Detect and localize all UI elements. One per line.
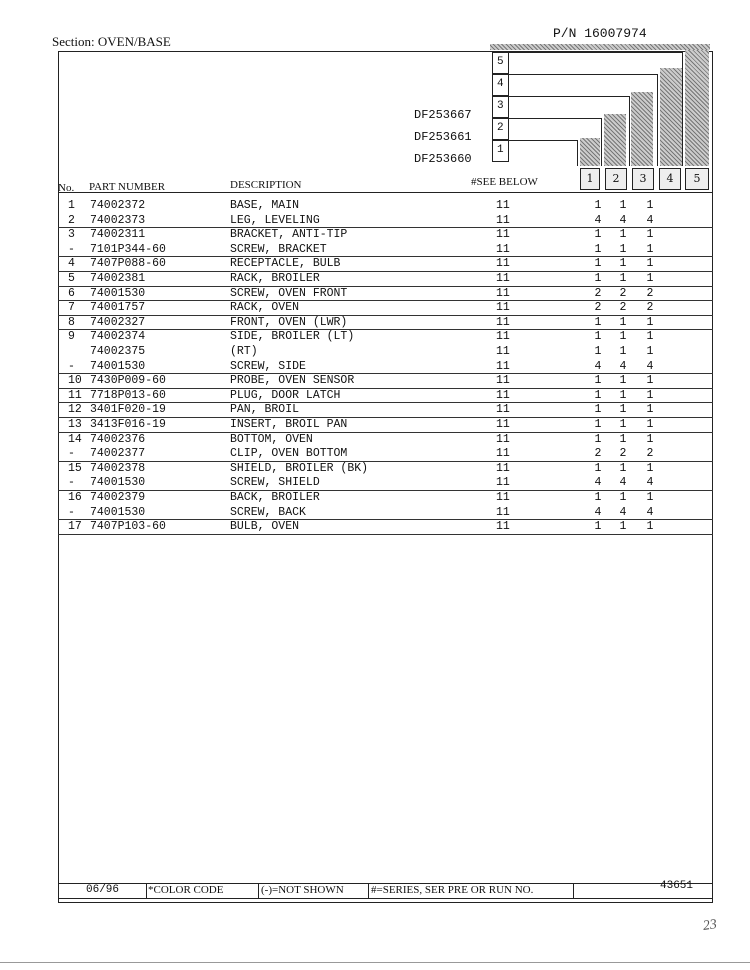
row-number: 8	[68, 315, 75, 329]
col-header-see-below: #SEE BELOW	[471, 176, 538, 188]
row-description: INSERT, BROIL PAN	[230, 418, 348, 431]
row-qty-model-3: 4	[646, 359, 654, 373]
row-description: PROBE, OVEN SENSOR	[230, 374, 355, 388]
row-qty-model-1: 1	[594, 199, 602, 212]
row-qty-model-2: 2	[619, 301, 627, 315]
table-row	[60, 491, 712, 506]
col-header-model-4: 4	[659, 168, 681, 190]
row-qty-model-3: 1	[646, 345, 654, 358]
row-number: 14	[68, 432, 82, 446]
row-see-below: 11	[496, 345, 510, 358]
row-part-number: 3413F016-19	[90, 418, 166, 431]
table-row	[60, 506, 712, 521]
row-description: BOTTOM, OVEN	[230, 432, 313, 446]
row-part-number: 7407P103-60	[90, 520, 166, 534]
row-see-below: 11	[496, 257, 510, 271]
row-qty-model-1: 1	[594, 315, 602, 329]
table-row	[60, 476, 712, 491]
row-description: (RT)	[230, 345, 258, 358]
row-qty-model-2: 1	[619, 491, 627, 504]
table-row	[60, 433, 712, 448]
shade-top	[490, 44, 710, 50]
row-qty-model-1: 1	[594, 345, 602, 358]
model-box-4: 4	[492, 74, 509, 96]
row-qty-model-3: 2	[646, 447, 654, 461]
row-qty-model-3: 1	[646, 330, 654, 344]
row-qty-model-3: 1	[646, 491, 654, 504]
col-header-no: No.	[58, 182, 75, 194]
col-header-model-2: 2	[605, 168, 627, 190]
row-part-number: 74002378	[90, 461, 146, 475]
model-box-5: 5	[492, 52, 509, 74]
row-number: 11	[68, 388, 82, 402]
row-qty-model-2: 1	[619, 403, 627, 417]
row-qty-model-2: 4	[619, 476, 627, 490]
row-qty-model-3: 2	[646, 301, 654, 315]
row-qty-model-3: 1	[646, 520, 654, 534]
row-qty-model-2: 1	[619, 257, 627, 271]
row-part-number: 74002373	[90, 213, 146, 227]
row-description: BRACKET, ANTI-TIP	[230, 228, 348, 242]
footer-series: #=SERIES, SER PRE OR RUN NO.	[371, 884, 534, 896]
table-row	[60, 228, 712, 243]
row-qty-model-1: 2	[594, 286, 602, 300]
footer-divider	[368, 884, 369, 898]
row-see-below: 11	[496, 242, 510, 256]
row-part-number: 74001530	[90, 505, 146, 519]
row-see-below: 11	[496, 374, 510, 388]
row-part-number: 74002372	[90, 199, 146, 212]
row-qty-model-1: 1	[594, 272, 602, 285]
bottom-rule	[0, 962, 750, 963]
row-qty-model-2: 1	[619, 242, 627, 256]
row-see-below: 11	[496, 491, 510, 504]
col-header-model-3: 3	[632, 168, 654, 190]
row-description: RACK, BROILER	[230, 272, 320, 285]
row-qty-model-2: 1	[619, 315, 627, 329]
row-qty-model-2: 1	[619, 388, 627, 402]
row-qty-model-1: 1	[594, 491, 602, 504]
row-qty-model-3: 1	[646, 272, 654, 285]
row-see-below: 11	[496, 432, 510, 446]
row-qty-model-2: 1	[619, 345, 627, 358]
row-description: PLUG, DOOR LATCH	[230, 388, 341, 402]
row-description: PAN, BROIL	[230, 403, 300, 417]
col-header-model-5: 5	[685, 168, 709, 190]
row-qty-model-3: 1	[646, 374, 654, 388]
row-see-below: 11	[496, 418, 510, 431]
table-row	[60, 316, 712, 331]
row-qty-model-2: 1	[619, 272, 627, 285]
page-number: 23	[701, 917, 718, 934]
row-qty-model-2: 4	[619, 359, 627, 373]
footer-divider	[146, 884, 147, 898]
row-number: 15	[68, 461, 82, 475]
row-number: 13	[68, 418, 82, 431]
row-part-number: 7407P088-60	[90, 257, 166, 271]
row-description: LEG, LEVELING	[230, 213, 320, 227]
row-part-number: 3401F020-19	[90, 403, 166, 417]
row-qty-model-2: 1	[619, 228, 627, 242]
row-description: BULB, OVEN	[230, 520, 300, 534]
row-qty-model-3: 1	[646, 403, 654, 417]
row-qty-model-1: 1	[594, 388, 602, 402]
row-qty-model-2: 4	[619, 505, 627, 519]
row-description: FRONT, OVEN (LWR)	[230, 315, 348, 329]
footer-color-code: *COLOR CODE	[148, 884, 224, 896]
row-qty-model-1: 4	[594, 359, 602, 373]
row-see-below: 11	[496, 286, 510, 300]
row-see-below: 11	[496, 461, 510, 475]
row-qty-model-1: 1	[594, 257, 602, 271]
row-see-below: 11	[496, 359, 510, 373]
table-row	[60, 345, 712, 360]
row-qty-model-2: 1	[619, 520, 627, 534]
row-qty-model-2: 1	[619, 461, 627, 475]
row-see-below: 11	[496, 476, 510, 490]
row-number: 6	[68, 286, 75, 300]
row-qty-model-1: 1	[594, 242, 602, 256]
table-row	[60, 520, 712, 535]
row-qty-model-3: 1	[646, 228, 654, 242]
row-qty-model-3: 1	[646, 315, 654, 329]
row-qty-model-1: 2	[594, 301, 602, 315]
table-row	[60, 199, 712, 214]
row-description: SCREW, BACK	[230, 505, 306, 519]
model-name-3: DF253660	[414, 152, 472, 166]
row-number: 1	[68, 199, 75, 212]
row-part-number: 74002375	[90, 345, 146, 358]
model-box-2: 2	[492, 118, 509, 140]
row-qty-model-1: 1	[594, 374, 602, 388]
row-qty-model-2: 4	[619, 213, 627, 227]
row-see-below: 11	[496, 520, 510, 534]
row-qty-model-2: 1	[619, 432, 627, 446]
section-title: Section: OVEN/BASE	[52, 34, 171, 49]
table-row	[60, 389, 712, 404]
row-see-below: 11	[496, 403, 510, 417]
row-part-number: 7101P344-60	[90, 242, 166, 256]
row-description: SCREW, BRACKET	[230, 242, 327, 256]
row-part-number: 74002311	[90, 228, 146, 242]
row-number: 7	[68, 301, 75, 315]
row-part-number: 74002379	[90, 491, 146, 504]
row-see-below: 11	[496, 330, 510, 344]
row-qty-model-2: 1	[619, 374, 627, 388]
row-qty-model-3: 1	[646, 388, 654, 402]
table-row	[60, 272, 712, 287]
row-number: 5	[68, 272, 75, 285]
header-rule	[58, 192, 713, 193]
row-part-number: 74002376	[90, 432, 146, 446]
row-qty-model-3: 4	[646, 476, 654, 490]
footer-doc-number: 43651	[660, 880, 694, 892]
row-qty-model-1: 1	[594, 461, 602, 475]
row-description: SCREW, SHIELD	[230, 476, 320, 490]
col-header-description: DESCRIPTION	[230, 179, 302, 191]
table-row	[60, 374, 712, 389]
row-qty-model-3: 4	[646, 213, 654, 227]
row-description: CLIP, OVEN BOTTOM	[230, 447, 348, 461]
row-qty-model-1: 4	[594, 505, 602, 519]
row-qty-model-1: 1	[594, 403, 602, 417]
row-qty-model-3: 1	[646, 242, 654, 256]
footer-date: 06/96	[86, 884, 120, 896]
row-qty-model-3: 2	[646, 286, 654, 300]
row-number: 17	[68, 520, 82, 534]
row-number: 10	[68, 374, 82, 388]
table-row	[60, 447, 712, 462]
table-row	[60, 214, 712, 229]
row-qty-model-1: 2	[594, 447, 602, 461]
row-see-below: 11	[496, 199, 510, 212]
table-row	[60, 257, 712, 272]
row-qty-model-1: 1	[594, 418, 602, 431]
model-name-2: DF253661	[414, 130, 472, 144]
table-row	[60, 418, 712, 433]
row-description: SHIELD, BROILER (BK)	[230, 461, 369, 475]
row-number: -	[68, 447, 75, 461]
row-number: 3	[68, 228, 75, 242]
row-qty-model-1: 1	[594, 330, 602, 344]
part-number-label: P/N 16007974	[553, 26, 647, 41]
row-number: -	[68, 359, 75, 373]
row-number: -	[68, 242, 75, 256]
row-part-number: 74001530	[90, 286, 146, 300]
row-qty-model-2: 1	[619, 330, 627, 344]
row-qty-model-2: 2	[619, 286, 627, 300]
row-number: 9	[68, 330, 75, 344]
row-qty-model-3: 1	[646, 199, 654, 212]
row-description: RECEPTACLE, BULB	[230, 257, 341, 271]
row-qty-model-1: 1	[594, 228, 602, 242]
row-number: -	[68, 505, 75, 519]
row-number: 4	[68, 257, 75, 271]
table-row	[60, 243, 712, 258]
row-see-below: 11	[496, 447, 510, 461]
col-header-part-number: PART NUMBER	[89, 181, 166, 193]
row-qty-model-3: 4	[646, 505, 654, 519]
row-number: 2	[68, 213, 75, 227]
row-description: SIDE, BROILER (LT)	[230, 330, 355, 344]
row-part-number: 7430P009-60	[90, 374, 166, 388]
row-part-number: 74002381	[90, 272, 146, 285]
row-see-below: 11	[496, 315, 510, 329]
row-qty-model-1: 4	[594, 213, 602, 227]
row-see-below: 11	[496, 505, 510, 519]
row-qty-model-3: 1	[646, 418, 654, 431]
row-qty-model-1: 4	[594, 476, 602, 490]
footer-divider	[258, 884, 259, 898]
row-description: BASE, MAIN	[230, 199, 300, 212]
row-qty-model-3: 1	[646, 461, 654, 475]
row-part-number: 74001757	[90, 301, 146, 315]
model-box-3: 3	[492, 96, 509, 118]
row-description: BACK, BROILER	[230, 491, 320, 504]
row-part-number: 7718P013-60	[90, 388, 166, 402]
row-see-below: 11	[496, 388, 510, 402]
row-number: 12	[68, 403, 82, 417]
table-row	[60, 287, 712, 302]
row-number: 16	[68, 491, 82, 504]
row-number: -	[68, 476, 75, 490]
model-name-1: DF253667	[414, 108, 472, 122]
row-see-below: 11	[496, 301, 510, 315]
row-see-below: 11	[496, 228, 510, 242]
row-part-number: 74001530	[90, 476, 146, 490]
row-part-number: 74002327	[90, 315, 146, 329]
shade-col-5	[685, 44, 709, 166]
row-qty-model-2: 1	[619, 199, 627, 212]
row-qty-model-2: 2	[619, 447, 627, 461]
row-qty-model-3: 1	[646, 257, 654, 271]
stair-1	[508, 140, 578, 166]
row-qty-model-1: 1	[594, 520, 602, 534]
table-row	[60, 462, 712, 477]
row-see-below: 11	[496, 213, 510, 227]
table-row	[60, 360, 712, 375]
row-qty-model-3: 1	[646, 432, 654, 446]
table-row	[60, 301, 712, 316]
row-part-number: 74001530	[90, 359, 146, 373]
row-see-below: 11	[496, 272, 510, 285]
footer-not-shown: (-)=NOT SHOWN	[261, 884, 344, 896]
row-qty-model-2: 1	[619, 418, 627, 431]
row-description: SCREW, OVEN FRONT	[230, 286, 348, 300]
table-row	[60, 330, 712, 345]
row-part-number: 74002377	[90, 447, 146, 461]
row-description: SCREW, SIDE	[230, 359, 306, 373]
row-qty-model-1: 1	[594, 432, 602, 446]
row-part-number: 74002374	[90, 330, 146, 344]
row-description: RACK, OVEN	[230, 301, 300, 315]
footer-divider	[573, 884, 574, 898]
table-row	[60, 403, 712, 418]
row-divider	[58, 534, 713, 535]
model-box-1: 1	[492, 140, 509, 162]
col-header-model-1: 1	[580, 168, 600, 190]
